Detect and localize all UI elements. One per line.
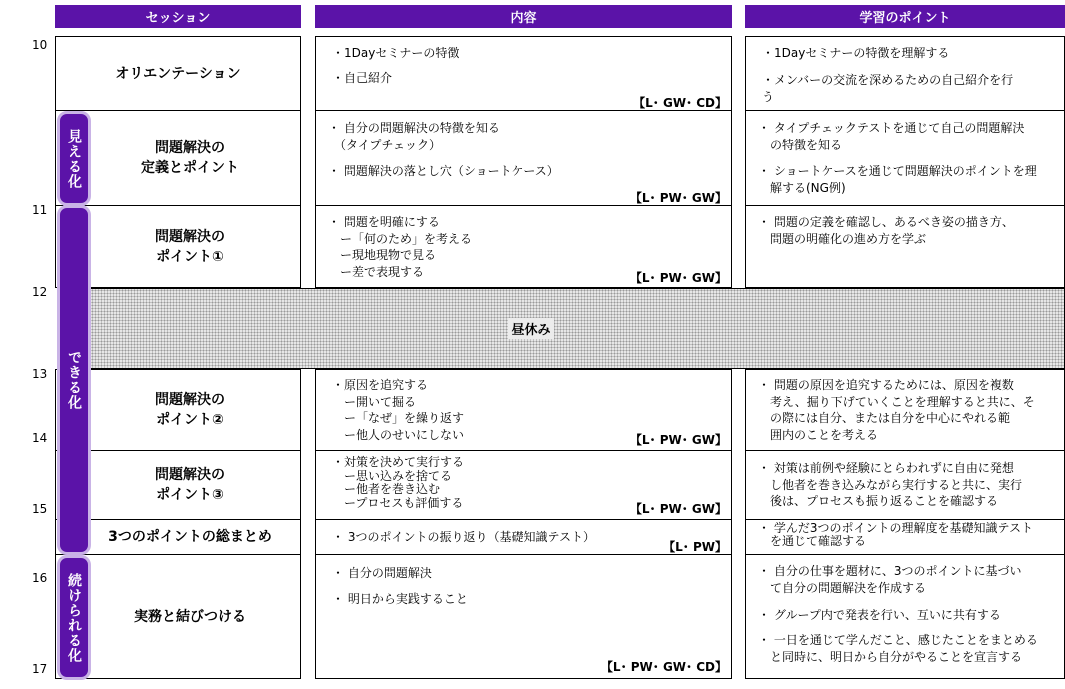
session-title: 問題解決の ポイント① — [155, 228, 225, 265]
time-label: 13 — [32, 367, 48, 381]
content-line: ・ 問題解決の落とし穴（ショートケース） — [328, 164, 559, 178]
session-title: オリエンテーション — [115, 65, 241, 82]
phase-label: 続けられる化 — [66, 572, 82, 663]
session-cell — [55, 554, 301, 679]
time-label: 16 — [32, 571, 48, 585]
header-content-label: 内容 — [510, 11, 537, 26]
method-tag: 【L･ PW･ GW】 — [629, 271, 727, 285]
phase-label: できる化 — [66, 350, 82, 410]
phase-label: 見える化 — [66, 128, 82, 189]
content-line: ・1Dayセミナーの特徴 — [332, 46, 460, 60]
point-line: ・メンバーの交流を深めるための自己紹介を行 う — [762, 73, 1014, 104]
session-cell — [55, 450, 301, 520]
point-line: ・ タイプチェックテストを通じて自己の問題解決 の特徴を知る — [758, 121, 1025, 152]
content-cell — [315, 110, 732, 206]
point-line: ・ 対策は前例や経験にとらわれずに自由に発想 し他者を巻き込みながら実行すると共に、実行 後は、プロセスも振り返ることを確認する — [758, 461, 1023, 508]
method-tag: 【L･ GW･ CD】 — [633, 96, 727, 110]
point-line: ・ 問題の定義を確認し、あるべき姿の描き方、 問題の明確化の進め方を学ぶ — [758, 215, 1014, 246]
phase-dekiruka — [57, 205, 91, 555]
points-cell — [745, 554, 1065, 679]
content-cell — [315, 369, 732, 451]
content-cell — [315, 205, 732, 288]
header-session-label: セッション — [145, 11, 211, 26]
time-label: 10 — [32, 38, 48, 52]
content-line: ・ 自分の問題解決の特徴を知る （タイプチェック） — [328, 121, 500, 152]
content-line: ・原因を追究する ー開いて掘る ー「なぜ」を繰り返す ー他人のせいにしない — [332, 378, 465, 442]
session-title: 問題解決の ポイント③ — [155, 467, 225, 503]
content-line: ・自己紹介 — [332, 71, 393, 85]
session-cell — [55, 110, 301, 206]
content-cell — [315, 519, 732, 555]
phase-tsuzukeraruka — [57, 555, 91, 680]
method-tag: 【L･ PW･ GW】 — [629, 502, 727, 516]
points-cell — [745, 36, 1065, 111]
point-line: ・ 一日を通じて学んだこと、感じたことをまとめる と同時に、明日から自分がやることを宣言する — [758, 633, 1038, 664]
content-cell — [315, 450, 732, 520]
method-tag: 【L･ PW･ GW】 — [629, 191, 727, 205]
content-line: ・ 3つのポイントの振り返り（基礎知識テスト） — [332, 530, 595, 544]
points-cell — [745, 205, 1065, 288]
lunch-label: 昼休み — [508, 318, 553, 339]
session-title: 3つのポイントの総まとめ — [108, 529, 272, 545]
session-cell — [55, 205, 301, 288]
point-line: ・1Dayセミナーの特徴を理解する — [762, 46, 950, 60]
point-line: ・ 問題の原因を追究するためには、原因を複数 考え、掘り下げていくことを理解すると共に、そ の際には自分、または自分を中心にやれる範 囲内のことを考える — [758, 378, 1035, 442]
phase-mieruka — [57, 111, 91, 206]
session-cell — [55, 369, 301, 451]
time-label: 14 — [32, 431, 48, 445]
point-line: ・ 自分の仕事を題材に、3つのポイントに基づい て自分の問題解決を作成する — [758, 564, 1022, 595]
points-cell — [745, 519, 1065, 555]
point-line: ・ ショートケースを通じて問題解決のポイントを理 解する(NG例) — [758, 164, 1037, 195]
points-cell — [745, 369, 1065, 451]
session-cell — [55, 519, 301, 555]
session-title: 実務と結びつける — [134, 608, 246, 625]
header-points-label: 学習のポイント — [859, 11, 951, 26]
header-session — [55, 5, 301, 28]
session-title: 問題解決の ポイント② — [155, 392, 225, 428]
session-cell — [55, 36, 301, 111]
header-points — [745, 5, 1065, 28]
content-cell — [315, 36, 732, 111]
content-line: ・対策を決めて実行する ー思い込みを捨てる ー他者を巻き込む ープロセスも評価する — [332, 455, 465, 510]
lunch-band — [57, 288, 1065, 369]
time-label: 15 — [32, 502, 48, 516]
session-title: 問題解決の 定義とポイント — [141, 140, 239, 176]
content-line: ・ 問題を明確にする ー「何のため」を考える ー現地現物で見る ー差で表現する — [328, 215, 473, 279]
content-line: ・ 自分の問題解決 — [332, 566, 432, 580]
header-content — [315, 5, 732, 28]
content-line: ・ 明日から実践すること — [332, 592, 468, 606]
content-cell — [315, 554, 732, 679]
points-cell — [745, 450, 1065, 520]
points-cell — [745, 110, 1065, 206]
time-label: 17 — [32, 662, 48, 676]
point-line: ・ 学んだ3つのポイントの理解度を基礎知識テスト を通じて確認する — [758, 521, 1033, 548]
method-tag: 【L･ PW】 — [663, 540, 727, 554]
method-tag: 【L･ PW･ GW】 — [629, 433, 727, 447]
time-label: 12 — [32, 285, 48, 299]
point-line: ・ グループ内で発表を行い、互いに共有する — [758, 608, 1001, 622]
method-tag: 【L･ PW･ GW･ CD】 — [600, 660, 727, 674]
time-label: 11 — [32, 203, 48, 217]
